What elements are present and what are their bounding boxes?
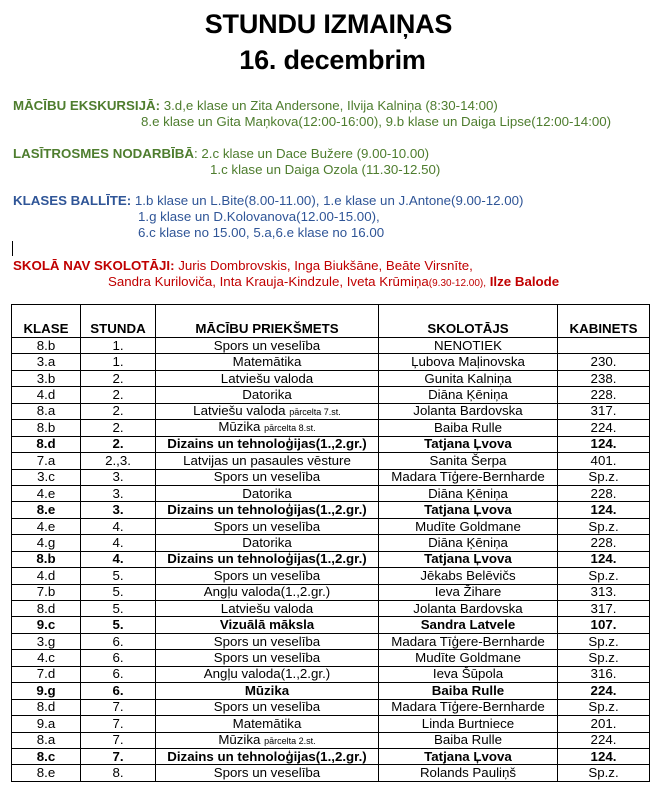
cell-subject	[156, 354, 379, 370]
cell-klase: 8.a	[12, 403, 81, 419]
subject-text: Latviešu valoda	[220, 370, 314, 386]
subject-text: Angļu valoda(1.,2.gr.)	[203, 584, 331, 600]
excursion-text-2: 8.e klase un Gita Maņkova(12:00-16:00), 9.b klase un Daiga Lipse(12:00-14:00)	[141, 114, 612, 129]
subject-text: Latvijas un pasaules vēsture	[183, 452, 351, 468]
cell-room: Sp.z.	[558, 518, 650, 534]
subject-text: Mūzika	[244, 682, 290, 698]
subject-note: pārcelta 2.st.	[264, 735, 316, 746]
cell-room: 224.	[558, 732, 650, 748]
cell-stunda: 2.	[81, 420, 156, 436]
page-title: STUNDU IZMAIŅAS	[204, 9, 453, 39]
cell-room: 107.	[558, 617, 650, 633]
table-row	[12, 568, 650, 584]
table-row	[12, 732, 650, 748]
table-row	[12, 502, 650, 518]
cell-stunda: 6.	[81, 633, 156, 649]
party-label: KLASES BALLĪTE:	[13, 193, 132, 208]
cell-subject	[156, 518, 379, 534]
subject-note: pārcelta 8.st.	[264, 423, 316, 434]
cell-room: Sp.z.	[558, 568, 650, 584]
absent-time-note: (9.30-12.00),	[428, 278, 487, 289]
cell-teacher: Tatjana Ļvova	[379, 436, 558, 452]
cell-stunda: 2.	[81, 436, 156, 452]
subject-text: Datorika	[242, 534, 292, 550]
cell-subject	[156, 420, 379, 436]
subject-text: Matemātika	[232, 715, 302, 731]
cell-subject	[156, 601, 379, 617]
cell-stunda: 2.	[81, 403, 156, 419]
table-body	[12, 338, 650, 782]
table-row	[12, 370, 650, 386]
cell-klase: 7.a	[12, 453, 81, 469]
subject-text: Spors un veselība	[213, 469, 321, 485]
cell-room	[558, 338, 650, 354]
table-row	[12, 485, 650, 501]
cell-subject	[156, 436, 379, 452]
cell-klase: 4.e	[12, 518, 81, 534]
cell-room: 224.	[558, 683, 650, 699]
cell-teacher: Mudīte Goldmane	[379, 650, 558, 666]
cell-room: 228.	[558, 387, 650, 403]
cell-subject	[156, 650, 379, 666]
table-header-row	[12, 305, 650, 338]
subject-text: Spors un veselība	[213, 518, 321, 534]
table-row	[12, 666, 650, 682]
table-row	[12, 699, 650, 715]
cell-teacher: Diāna Ķēniņa	[379, 387, 558, 403]
table-row	[12, 617, 650, 633]
cell-klase: 4.e	[12, 485, 81, 501]
cell-subject	[156, 748, 379, 764]
cell-teacher: Baiba Rulle	[379, 732, 558, 748]
cell-stunda: 6.	[81, 683, 156, 699]
cell-subject	[156, 732, 379, 748]
cell-room: 317.	[558, 601, 650, 617]
cell-klase: 4.c	[12, 650, 81, 666]
header-klase: KLASE	[12, 305, 81, 338]
cell-stunda: 5.	[81, 601, 156, 617]
header-stunda: STUNDA	[81, 305, 156, 338]
cell-teacher: Ļubova Maļinovska	[379, 354, 558, 370]
subject-text: Dizains un tehnoloģijas(1.,2.gr.)	[167, 502, 367, 518]
absent-text-1: Juris Dombrovskis, Inga Biukšāne, Beāte Virsnīte,	[174, 258, 473, 273]
reading-text-1: : 2.c klase un Dace Bužere (9.00-10.00)	[194, 146, 430, 161]
cell-subject	[156, 716, 379, 732]
cell-klase: 8.b	[12, 338, 81, 354]
table-row	[12, 601, 650, 617]
cell-klase: 8.e	[12, 765, 81, 781]
subject-text: Datorika	[242, 387, 292, 403]
cell-stunda: 4.	[81, 551, 156, 567]
subject-text: Spors un veselība	[213, 699, 321, 715]
subject-text: Latviešu valoda	[193, 403, 286, 418]
cell-room: 124.	[558, 436, 650, 452]
absent-line-2	[108, 274, 559, 292]
table-row	[12, 338, 650, 354]
table-row	[12, 420, 650, 436]
cell-teacher: Baiba Rulle	[379, 683, 558, 699]
cell-subject	[156, 387, 379, 403]
cell-klase: 3.b	[12, 370, 81, 386]
table-row	[12, 469, 650, 485]
cell-room: 401.	[558, 453, 650, 469]
cell-teacher: Diāna Ķēniņa	[379, 535, 558, 551]
cell-teacher: Madara Tīģere-Bernharde	[379, 469, 558, 485]
table-row	[12, 683, 650, 699]
cell-room: 201.	[558, 716, 650, 732]
cell-subject	[156, 338, 379, 354]
subject-text: Dizains un tehnoloģijas(1.,2.gr.)	[167, 551, 367, 567]
party-text-3: 6.c klase no 15.00, 5.a,6.e klase no 16.00	[138, 225, 385, 240]
cell-subject	[156, 453, 379, 469]
cell-room: Sp.z.	[558, 633, 650, 649]
subject-text: Matemātika	[232, 354, 302, 370]
cell-subject	[156, 535, 379, 551]
cell-room: 238.	[558, 370, 650, 386]
party-text-1: 1.b klase un L.Bite(8.00-11.00), 1.e klase un J.Antone(9.00-12.00)	[131, 193, 524, 208]
table-row	[12, 765, 650, 781]
cell-stunda: 1.	[81, 338, 156, 354]
table-row	[12, 633, 650, 649]
cell-teacher: Madara Tīģere-Bernharde	[379, 633, 558, 649]
excursion-label: MĀCĪBU EKSKURSIJĀ:	[13, 98, 161, 113]
subject-text: Mūzika	[218, 419, 261, 435]
table-row	[12, 748, 650, 764]
cell-klase: 4.g	[12, 535, 81, 551]
cell-teacher: NENOTIEK	[379, 338, 558, 354]
cell-teacher: Jēkabs Belēvičs	[379, 568, 558, 584]
subject-text: Spors un veselība	[213, 650, 321, 666]
cell-klase: 9.c	[12, 617, 81, 633]
cell-subject	[156, 633, 379, 649]
cell-teacher: Jolanta Bardovska	[379, 601, 558, 617]
cell-room: 313.	[558, 584, 650, 600]
excursion-text-1: 3.d,e klase un Zita Andersone, Ilvija Kalniņa (8:30-14:00)	[160, 98, 498, 113]
cell-room: 317.	[558, 403, 650, 419]
table-row	[12, 584, 650, 600]
cell-room: 124.	[558, 502, 650, 518]
cell-stunda: 5.	[81, 617, 156, 633]
cell-klase: 9.a	[12, 716, 81, 732]
subject-text: Vizuālā māksla	[219, 617, 315, 633]
cell-stunda: 4.	[81, 518, 156, 534]
cell-klase: 3.g	[12, 633, 81, 649]
cell-subject	[156, 699, 379, 715]
table-row	[12, 453, 650, 469]
cell-klase: 4.d	[12, 568, 81, 584]
text-cursor	[12, 241, 13, 256]
page-date: 16. decembrim	[239, 45, 426, 75]
cell-klase: 8.d	[12, 699, 81, 715]
cell-klase: 4.d	[12, 387, 81, 403]
cell-subject	[156, 403, 379, 419]
reading-line-1	[13, 146, 429, 162]
subject-text: Mūzika	[218, 732, 261, 747]
reading-text-2: 1.c klase un Daiga Ozola (11.30-12.50)	[210, 162, 441, 177]
cell-teacher: Tatjana Ļvova	[379, 551, 558, 567]
cell-klase: 8.a	[12, 732, 81, 748]
cell-stunda: 5.	[81, 584, 156, 600]
cell-teacher: Rolands Pauliņš	[379, 765, 558, 781]
cell-subject	[156, 370, 379, 386]
subject-note: pārcelta 7.st.	[289, 406, 341, 417]
cell-klase: 8.d	[12, 601, 81, 617]
header-subject: MĀCĪBU PRIEKŠMETS	[156, 305, 379, 338]
cell-teacher: Tatjana Ļvova	[379, 748, 558, 764]
table-row	[12, 354, 650, 370]
cell-teacher: Diāna Ķēniņa	[379, 485, 558, 501]
cell-teacher: Madara Tīģere-Bernharde	[379, 699, 558, 715]
subject-text: Datorika	[242, 485, 292, 501]
cell-subject	[156, 666, 379, 682]
table-row	[12, 518, 650, 534]
cell-teacher: Ieva Šūpola	[379, 666, 558, 682]
absent-bold-name: Ilze Balode	[486, 274, 560, 289]
cell-room: 228.	[558, 535, 650, 551]
cell-klase: 7.b	[12, 584, 81, 600]
subject-text: Spors un veselība	[213, 337, 321, 353]
cell-teacher: Sandra Latvele	[379, 617, 558, 633]
cell-stunda: 6.	[81, 650, 156, 666]
cell-room: 124.	[558, 748, 650, 764]
cell-room: 228.	[558, 485, 650, 501]
subject-text: Spors un veselība	[213, 633, 321, 649]
reading-label: LASĪTROSMES NODARBĪBĀ	[13, 146, 194, 161]
subject-text: Angļu valoda(1.,2.gr.)	[203, 666, 331, 682]
cell-stunda: 7.	[81, 732, 156, 748]
cell-subject	[156, 469, 379, 485]
cell-teacher: Jolanta Bardovska	[379, 403, 558, 419]
cell-room: Sp.z.	[558, 650, 650, 666]
cell-room: 316.	[558, 666, 650, 682]
cell-klase: 8.d	[12, 436, 81, 452]
table-row	[12, 716, 650, 732]
cell-teacher: Tatjana Ļvova	[379, 502, 558, 518]
cell-klase: 3.c	[12, 469, 81, 485]
table-row	[12, 535, 650, 551]
cell-room: Sp.z.	[558, 469, 650, 485]
subject-text: Dizains un tehnoloģijas(1.,2.gr.)	[167, 748, 367, 764]
cell-stunda: 7.	[81, 699, 156, 715]
table-row	[12, 650, 650, 666]
cell-teacher: Baiba Rulle	[379, 420, 558, 436]
cell-room: 124.	[558, 551, 650, 567]
changes-table	[11, 304, 650, 782]
cell-stunda: 3.	[81, 485, 156, 501]
subject-text: Spors un veselība	[213, 765, 321, 781]
party-text-2: 1.g klase un D.Kolovanova(12.00-15.00),	[138, 209, 380, 224]
header-room: KABINETS	[558, 305, 650, 338]
cell-stunda: 3.	[81, 469, 156, 485]
cell-subject	[156, 683, 379, 699]
absent-text-2: Sandra Kuriloviča, Inta Krauja-Kindzule, Iveta Krūmiņa	[108, 274, 429, 289]
cell-stunda: 2.	[81, 387, 156, 403]
cell-stunda: 3.	[81, 502, 156, 518]
cell-stunda: 7.	[81, 716, 156, 732]
cell-subject	[156, 765, 379, 781]
cell-subject	[156, 502, 379, 518]
cell-room: Sp.z.	[558, 699, 650, 715]
excursion-line-1	[13, 98, 498, 114]
cell-room: Sp.z.	[558, 765, 650, 781]
cell-stunda: 8.	[81, 765, 156, 781]
cell-stunda: 4.	[81, 535, 156, 551]
cell-subject	[156, 568, 379, 584]
cell-room: 224.	[558, 420, 650, 436]
cell-subject	[156, 617, 379, 633]
cell-klase: 3.a	[12, 354, 81, 370]
absent-label: SKOLĀ NAV SKOLOTĀJI:	[13, 258, 175, 273]
cell-klase: 8.b	[12, 551, 81, 567]
cell-stunda: 7.	[81, 748, 156, 764]
party-line-1	[13, 193, 523, 209]
table-row	[12, 436, 650, 452]
header-teacher: SKOLOTĀJS	[379, 305, 558, 338]
cell-teacher: Gunita Kalniņa	[379, 370, 558, 386]
cell-teacher: Mudīte Goldmane	[379, 518, 558, 534]
cell-teacher: Sanita Šerpa	[379, 453, 558, 469]
subject-text: Spors un veselība	[213, 567, 321, 583]
cell-teacher: Linda Burtniece	[379, 716, 558, 732]
table-row	[12, 387, 650, 403]
cell-room: 230.	[558, 354, 650, 370]
cell-subject	[156, 551, 379, 567]
table-row	[12, 551, 650, 567]
subject-text: Dizains un tehnoloģijas(1.,2.gr.)	[167, 436, 367, 452]
subject-text: Latviešu valoda	[220, 600, 314, 616]
cell-teacher: Ieva Žihare	[379, 584, 558, 600]
cell-klase: 9.g	[12, 683, 81, 699]
absent-line-1	[13, 258, 473, 274]
cell-klase: 8.b	[12, 420, 81, 436]
cell-klase: 7.d	[12, 666, 81, 682]
cell-klase: 8.c	[12, 748, 81, 764]
cell-stunda: 5.	[81, 568, 156, 584]
cell-klase: 8.e	[12, 502, 81, 518]
table-row	[12, 403, 650, 419]
cell-subject	[156, 485, 379, 501]
cell-stunda: 1.	[81, 354, 156, 370]
cell-subject	[156, 584, 379, 600]
cell-stunda: 2.,3.	[81, 453, 156, 469]
cell-stunda: 2.	[81, 370, 156, 386]
cell-stunda: 6.	[81, 666, 156, 682]
